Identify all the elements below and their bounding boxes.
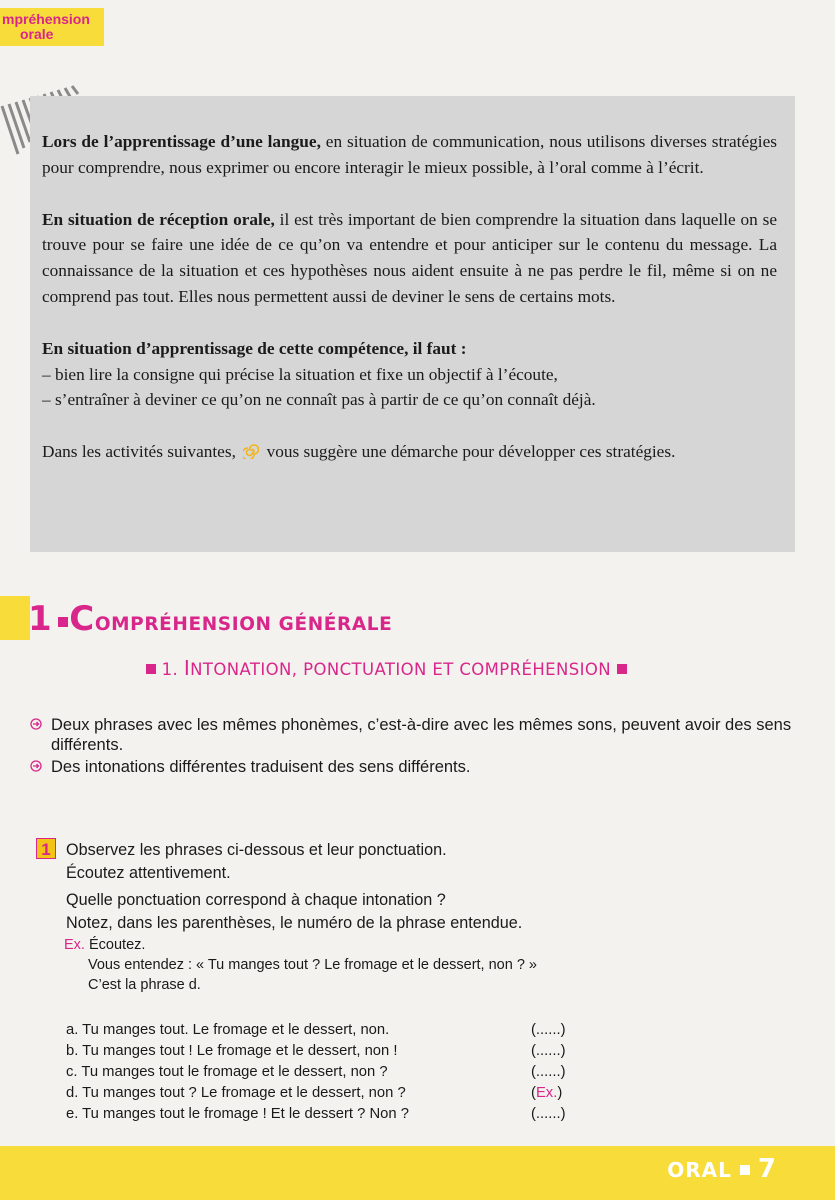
answer-row: b. Tu manges tout ! Le fromage et le dessert, non ! (......) — [66, 1041, 586, 1062]
answer-blank[interactable]: (Ex.) — [531, 1085, 563, 1101]
answer-blank[interactable]: (......) — [531, 1064, 566, 1080]
square-bullet-icon — [617, 664, 627, 674]
section-tab — [0, 8, 104, 46]
intro-box — [30, 96, 795, 552]
answer-row: a. Tu manges tout. Le fromage et le dessert, non. (......) — [66, 1020, 586, 1041]
answer-row: c. Tu manges tout le fromage et le dessert, non ? (......) — [66, 1062, 586, 1083]
answer-list — [66, 1020, 586, 1125]
spiral-icon — [243, 443, 259, 459]
key-point: Des intonations différentes traduisent des sens différents. — [30, 757, 800, 777]
arrow-circle-icon — [30, 718, 42, 730]
square-bullet-icon — [146, 664, 156, 674]
intro-paragraph-2: En situation de réception orale, il est très important de bien comprendre la situation dans laquelle on se trouve pour se faire une idée de ce qu’on va entendre et pour anticiper sur le contenu du message. La connaissance de la situation et ces hypothèses nous aident ensuite à ne pas perdre le fil, même si on ne comprend pas tout. Elles nous permettent aussi de deviner le sens de certains mots. — [42, 209, 777, 306]
section-tab-line2: orale — [20, 26, 54, 42]
section-title: 1 COMPRÉHENSION GÉNÉRALE — [28, 599, 393, 639]
intro-paragraph-1: Lors de l’apprentissage d’une langue, en situation de communication, nous utilisons diverses stratégies pour comprendre, nous exprimer ou encore interagir le mieux possible, à l’oral comme à l’écrit. — [42, 132, 777, 177]
key-point: Deux phrases avec les mêmes phonèmes, c’est-à-dire avec les mêmes sons, peuvent avoir des sens différents. — [30, 715, 800, 755]
section-tab-line1: mpréhension — [2, 11, 90, 27]
intro-paragraph-4: Dans les activités suivantes, vous suggère une démarche pour développer ces stratégies. — [42, 442, 676, 462]
answer-row: e. Tu manges tout le fromage ! Et le dessert ? Non ? (......) — [66, 1104, 586, 1125]
key-points — [30, 715, 800, 779]
exercise-example: Ex. Écoutez. Vous entendez : « Tu manges tout ? Le fromage et le dessert, non ? » C’est la phrase d. — [64, 937, 537, 993]
section-marker — [0, 596, 30, 640]
answer-blank[interactable]: (......) — [531, 1106, 566, 1122]
page-footer — [0, 1146, 835, 1200]
exercise-number: 1 — [36, 838, 56, 859]
exercise-instructions: Observez les phrases ci-dessous et leur ponctuation. Écoutez attentivement. Quelle ponctuation correspond à chaque intonation ? Notez, dans les parenthèses, le numéro de la phrase entendue. — [66, 841, 523, 932]
page-number: ORAL 7 — [667, 1154, 777, 1184]
answer-row: d. Tu manges tout ? Le fromage et le dessert, non ? (Ex.) — [66, 1083, 586, 1104]
subsection-title: 1. INTONATION, PONCTUATION ET COMPRÉHENSION — [146, 655, 627, 683]
answer-blank[interactable]: (......) — [531, 1043, 566, 1059]
answer-blank[interactable]: (......) — [531, 1022, 566, 1038]
intro-paragraph-3: En situation d’apprentissage de cette compétence, il faut : – bien lire la consigne qui précise la situation et fixe un objectif à l’écoute, – s’entraîner à deviner ce qu’on ne connaît pas à partir de ce qu’on connaît déjà. — [42, 338, 596, 410]
arrow-circle-icon — [30, 760, 42, 772]
